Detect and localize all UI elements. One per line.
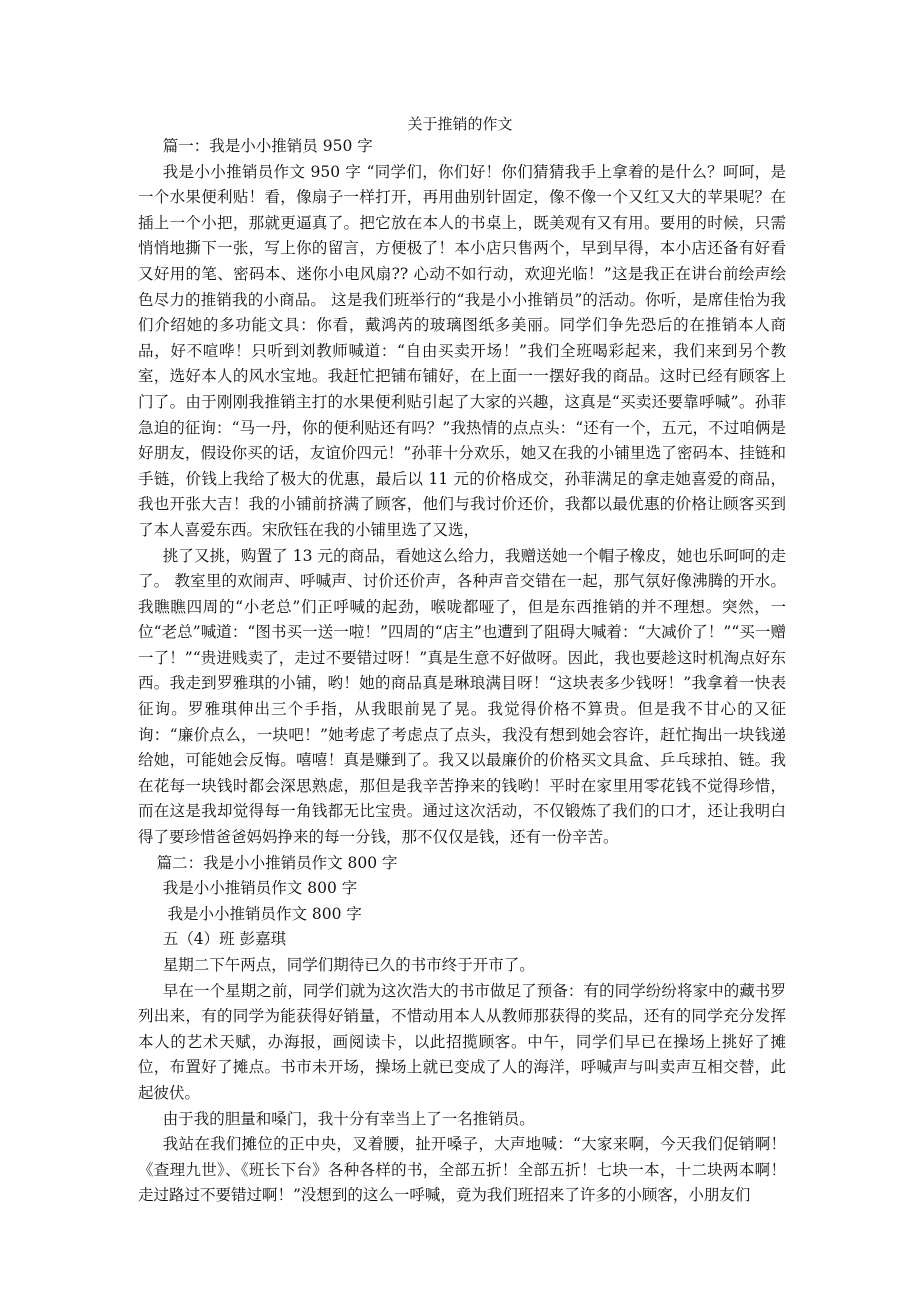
paragraph: 挑了又挑，购置了 13 元的商品，看她这么给力，我赠送她一个帽子橡皮，她也乐呵呵的走了。 教室里的欢闹声、呼喊声、讨价还价声，各种声音交错在一起，那气氛好像沸腾的开水。我瞧瞧四周的“小老总”们正呼喊的起劲，喉咙都哑了，但是东西推销的并不理想。突然，一位“老总”喊道：“图书买一送一啦！”四周的“店主”也遭到了阻碍大喊着：“大减价了！”“买一赠一了！”“贵进贱卖了，走过不要错过呀！”真是生意不好做呀。因此，我也要趁这时机淘点好东西。我走到罗雅琪的小铺，哟！她的商品真是琳琅满目呀！“这块表多少钱呀！”我拿着一快表征询。罗雅琪伸出三个手指，从我眼前晃了晃。我觉得价格不算贵。但是我不甘心的又征询：“廉价点么，一块吧！”她考虑了考虑点了点头，我没有想到她会容许，赶忙掏出一块钱递给她，可能她会反悔。嘻嘻！真是赚到了。我又以最廉价的价格买文具盒、乒乓球拍、链。我在花每一块钱时都会深思熟虑，那但是我辛苦挣来的钱哟！平时在家里用零花钱不觉得珍惜，而在这是我却觉得每一角钱都无比宝贵。通过这次活动，不仅锻炼了我们的口才，还让我明白得了要珍惜爸爸妈妈挣来的每一分钱，那不仅仅是钱，还有一份辛苦。 <box>138 546 786 847</box>
paragraph-heading-1: 篇一：我是小小推销员 950 字 <box>162 137 373 155</box>
document-title: 关于推销的作文 <box>407 115 513 133</box>
paragraph: 我是小小推销员作文 800 字 <box>162 879 358 898</box>
paragraph: 早在一个星期之前，同学们就为这次浩大的书市做足了预备：有的同学纷纷将家中的藏书罗列出来，有的同学为能获得好销量，不惜动用本人从教师那获得的奖品，还有的同学充分发挥本人的艺术天赋，办海报，画阅读卡，以此招揽顾客。中午，同学们早已在操场上挑好了摊位，布置好了摊点。书市未开场，操场上就已变成了人的海洋，呼喊声与叫卖声互相交替，此起彼伏。 <box>138 981 786 1102</box>
author-line: 五（4）班 彭嘉琪 <box>162 930 287 949</box>
paragraph: 星期二下午两点，同学们期待已久的书市终于开市了。 <box>162 956 535 974</box>
paragraph: 我是小小推销员作文 950 字 “同学们，你们好！你们猜猜我手上拿着的是什么？呵呵，是一个水果便利贴！看，像扇子一样打开，再用曲别针固定，像不像一个又红又大的苹果呢？在插上一个小把，那就更逼真了。把它放在本人的书桌上，既美观有又有用。要用的时候，只需悄悄地撕下一张，写上你的留言，方便极了！本小店只售两个，早到早得，本小店还备有好看又好用的笔、密码本、迷你小电风扇?? 心动不如行动，欢迎光临！”这是我正在讲台前绘声绘色尽力的推销我的小商品。 这是我们班举行的“我是小小推销员”的活动。你听，是席佳怡为我们介绍她的多功能文具：你看，戴鸿芮的玻璃图纸多美丽。同学们争先恐后的在推销本人商品，好不喧哗！只听到刘教师喊道：“自由买卖开场！”我们全班喝彩起来，我们来到另个教室，选好本人的风水宝地。我赶忙把铺布铺好，在上面一一摆好我的商品。这时已经有顾客上门了。由于刚刚我推销主打的水果便利贴引起了大家的兴趣，这真是“买卖还要靠呼喊”。孙菲急迫的征询：“马一丹，你的便利贴还有吗？”我热情的点点头：“还有一个，五元，不过咱俩是好朋友，假设你买的话，友谊价四元！”孙菲十分欢乐，她又在我的小铺里选了密码本、挂链和手链，价钱上我给了极大的优惠，最后以 11 元的价格成交，孙菲满足的拿走她喜爱的商品，我也开张大吉！我的小铺前挤满了顾客，他们与我讨价还价，我都以最优惠的价格让顾客买到了本人喜爱东西。宋欣钰在我的小铺里选了又选， <box>138 162 786 539</box>
document-body <box>138 134 786 1209</box>
paragraph: 我站在我们摊位的正中央，叉着腰，扯开嗓子，大声地喊：“大家来啊，今天我们促销啊！《查理九世》、《班长下台》各种各样的书，全部五折！全部五折！七块一本，十二块两本啊！走过路过不要错过啊！”没想到的这么一呼喊，竟为我们班招来了许多的小顾客，小朋友们 <box>138 1135 786 1205</box>
paragraph-heading-2: 篇二：我是小小推销员作文 800 字 <box>156 853 398 872</box>
paragraph: 我是小小推销员作文 800 字 <box>167 904 362 923</box>
paragraph: 由于我的胆量和嗓门，我十分有幸当上了一名推销员。 <box>162 1109 535 1128</box>
